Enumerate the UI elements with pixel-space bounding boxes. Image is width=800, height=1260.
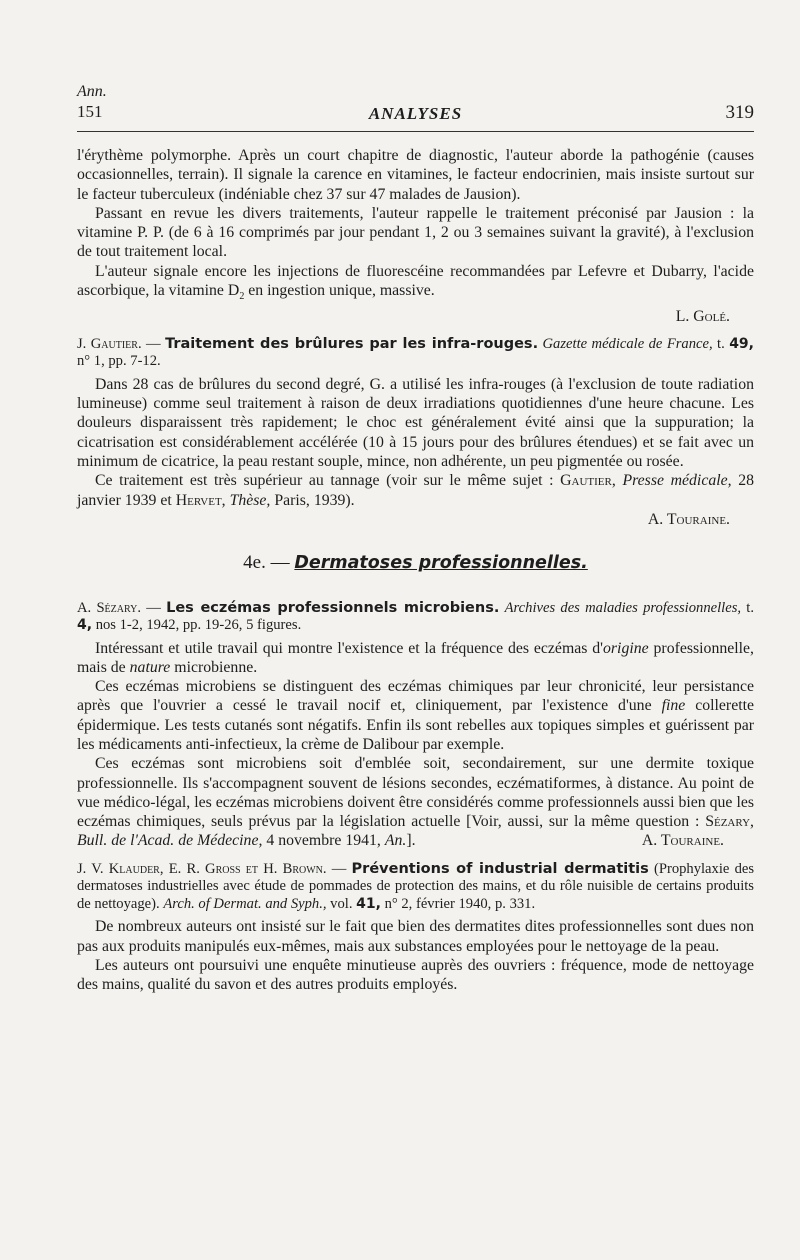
article-reference: J. V. Klauder, E. R. Gross et H. Brown. — Préventions of industrial dermatitis (Prophylaxie des dermatoses industrielles avec étude de pommades de protection des mains, et du rôle nuisible de certains produits de nettoyage). Arch. of Dermat. and Syph., vol. 41, n° 2, février 1940, p. 331. [77,860,755,912]
signature: A. Touraine. [641,832,724,850]
section-heading: 4e. — Dermatoses professionnelles. [243,552,588,574]
article-title: Les eczémas professionnels microbiens. [166,599,500,616]
running-title: ANALYSES [368,104,463,123]
paragraph: Intéressant et utile travail qui montre l'existence et la fréquence des eczémas d'origine professionnelle, mais de nature microbienne. [77,639,754,676]
signature: L. Golé. [675,307,730,325]
journal-name: Gazette médicale de France, [542,335,713,352]
paragraph: De nombreux auteurs ont insisté sur le fait que bien des dermatites dites professionnelles sont dues non pas aux produits manipulés eux-mêmes, mais aux substances employées pour le nettoyage de la peau. [77,918,754,955]
article-title: Traitement des brûlures par les infra-rouges. [165,335,539,352]
paragraph: L'auteur signale encore les injections de fluorescéine recommandées par Lefevre et Dubarry, l'acide ascorbique, la vitamine $D_2$ en ingestion unique, massive. [77,262,754,303]
article-author: J. Gautier. [77,335,142,352]
annotation-ann: Ann. [77,83,107,100]
article-author: A. Sézary. [77,599,141,616]
paragraph: Ces eczémas sont microbiens soit d'emblée soit, secondairement, sur une dermite toxique professionnelle. Ils s'accompagnent souvent de lésions secondes, eczématiformes, à distance. Au point de vue médico-légal, les eczémas microbiens doivent être considérés comme professionnels aussi bien que les eczémas chimiques, seuls prévus par la législation actuelle [Voir, aussi, sur la même question : Sézary, Bull. de l'Acad. de Médecine, 4 novembre 1941, An.]. A. Touraine. [77,755,754,850]
article-reference: J. Gautier. — Traitement des brûlures par les infra-rouges. Gazette médicale de France, t. 49, n° 1, pp. 7-12. [77,335,754,370]
page-number: 319 [725,102,754,123]
paragraph: Ces eczémas microbiens se distinguent des eczémas chimiques par leur chronicité, leur persistance après que l'ouvrier a cessé le travail nocif et, cliniquement, par l'existence d'une fine collerette épidermique. Les tests cutanés sont négatifs. Enfin ils sont rebelles aux topiques simples et guérissent par les médicaments anti-infectieux, la crème de Dalibour par exemple. [77,678,754,753]
journal-name: Arch. of Dermat. and Syph., [163,895,327,912]
page-header [77,84,754,134]
paragraph: Les auteurs ont poursuivi une enquête minutieuse auprès des ouvriers : fréquence, mode de nettoyage des mains, qualité du savon et des autres produits employés. [77,956,754,994]
paragraph: Dans 28 cas de brûlures du second degré, G. a utilisé les infra-rouges (à l'exclusion de toute radiation lumineuse) comme seul traitement à raison de deux irradiations quotidiennes d'une heure chacune. Les douleurs disparaissent très rapidement; le choc est généralement évité ainsi que la suppuration; la cicatrisation est considérablement accélérée (10 à 15 jours pour des brûlures étendues) et se fait avec un minimum de cicatrice, la peau restant souple, mince, non adhérente, un peu pigmentée ou rosée. [77,375,754,471]
paragraph: Ce traitement est très supérieur au tannage (voir sur le même sujet : Gautier, Presse médicale, 28 janvier 1939 et Hervet, Thèse, Paris, 1939). [77,472,755,509]
header-rule [77,131,754,132]
page-body [77,146,754,994]
signature: A. Touraine. [647,510,730,528]
volume-number: 151 [77,102,103,121]
article-reference: A. Sézary. — Les eczémas professionnels microbiens. Archives des maladies professionnelles, t. 4, nos 1-2, 1942, pp. 19-26, 5 figures. [77,599,754,633]
section-title: Dermatoses professionnelles. [294,553,588,574]
article-author: J. V. Klauder, E. R. Gross et H. Brown. [77,860,327,877]
paragraph: Passant en revue les divers traitements, l'auteur rappelle le traitement préconisé par Jausion : la vitamine P. P. (de 6 à 16 comprimés par jour pendant 1, 2 ou 3 semaines suivant la gravité), à l'exclusion de tout traitement local. [77,204,754,261]
article-title: Préventions of industrial dermatitis [351,860,649,877]
paragraph: l'érythème polymorphe. Après un court chapitre de diagnostic, l'auteur aborde la pathogénie (causes occasionnelles, terrain). Il signale la carence en vitamines, le facteur endocrinien, mais insiste surtout sur le facteur tuberculeux (indéniable chez 37 sur 47 malades de Jausion). [77,147,754,203]
journal-name: Archives des maladies professionnelles, [504,599,742,616]
